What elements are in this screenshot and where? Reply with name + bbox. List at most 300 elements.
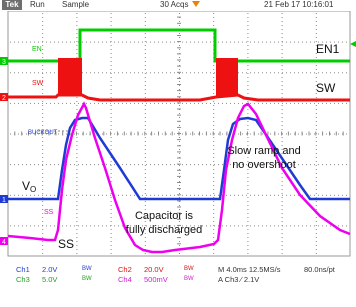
grid-dot bbox=[246, 72, 247, 73]
grid-dot bbox=[334, 103, 335, 104]
grid-dot bbox=[247, 189, 248, 190]
grid-dot bbox=[247, 81, 248, 82]
grid-dot bbox=[247, 181, 248, 182]
grid-dot bbox=[34, 42, 35, 43]
grid-dot bbox=[258, 103, 259, 104]
grid-dot bbox=[76, 157, 77, 158]
grid-dot bbox=[310, 164, 311, 165]
grid-dot bbox=[242, 42, 243, 43]
grid-dot bbox=[294, 103, 295, 104]
grid-dot bbox=[76, 185, 77, 186]
grid-dot bbox=[76, 97, 77, 98]
grid-dot bbox=[262, 195, 263, 196]
grid-dot bbox=[74, 103, 75, 104]
grid-dot bbox=[270, 134, 271, 135]
grid-dot bbox=[138, 164, 139, 165]
grid-dot bbox=[10, 225, 11, 226]
grid-dot bbox=[98, 225, 99, 226]
grid-dot bbox=[111, 197, 112, 198]
grid-dot bbox=[90, 103, 91, 104]
grid-dot bbox=[247, 33, 248, 34]
grid-dot bbox=[298, 134, 299, 135]
grid-dot bbox=[111, 129, 112, 130]
grid-dot bbox=[213, 205, 214, 206]
grid-dot bbox=[111, 93, 112, 94]
grid-dot bbox=[316, 121, 317, 122]
grid-dot bbox=[146, 195, 147, 196]
grid-dot bbox=[76, 57, 77, 58]
grid-dot bbox=[42, 105, 43, 106]
grid-dot bbox=[290, 225, 291, 226]
grid-dot bbox=[111, 205, 112, 206]
grid-dot bbox=[306, 225, 307, 226]
grid-dot bbox=[338, 195, 339, 196]
grid-dot bbox=[46, 195, 47, 196]
grid-dot bbox=[179, 125, 180, 126]
grid-dot bbox=[194, 72, 195, 73]
grid-dot bbox=[46, 103, 47, 104]
grid-dot bbox=[179, 245, 180, 246]
grid-dot bbox=[111, 61, 112, 62]
grid-dot bbox=[282, 85, 283, 86]
grid-dot bbox=[247, 73, 248, 74]
grid-dot bbox=[316, 217, 317, 218]
grid-dot bbox=[42, 217, 43, 218]
grid-dot bbox=[94, 42, 95, 43]
grid-dot bbox=[42, 21, 43, 22]
grid-dot bbox=[122, 195, 123, 196]
grid-dot bbox=[246, 225, 247, 226]
grid-dot bbox=[310, 72, 311, 73]
grid-dot bbox=[266, 225, 267, 226]
grid-dot bbox=[145, 73, 146, 74]
grid-dot bbox=[282, 249, 283, 250]
grid-dot bbox=[218, 42, 219, 43]
grid-dot bbox=[130, 42, 131, 43]
time-base: M 4.0ms 12.5MS/s bbox=[218, 265, 281, 274]
grid-dot bbox=[213, 213, 214, 214]
grid-dot bbox=[106, 195, 107, 196]
grid-dot bbox=[145, 117, 146, 118]
grid-dot bbox=[14, 195, 15, 196]
grid-dot bbox=[174, 134, 175, 135]
grid-dot bbox=[262, 103, 263, 104]
grid-dot bbox=[78, 103, 79, 104]
grid-dot bbox=[78, 134, 79, 135]
grid-dot bbox=[282, 21, 283, 22]
grid-dot bbox=[210, 134, 211, 135]
grid-dot bbox=[346, 103, 347, 104]
grid-dot bbox=[146, 72, 147, 73]
grid-dot bbox=[342, 195, 343, 196]
grid-dot bbox=[334, 134, 335, 135]
grid-dot bbox=[42, 72, 43, 73]
grid-dot bbox=[38, 103, 39, 104]
grid-dot bbox=[316, 141, 317, 142]
grid-dot bbox=[76, 193, 77, 194]
grid-dot bbox=[111, 253, 112, 254]
grid-dot bbox=[238, 103, 239, 104]
vo-label bbox=[22, 179, 36, 194]
grid-dot bbox=[70, 134, 71, 135]
grid-dot bbox=[190, 103, 191, 104]
grid-dot bbox=[206, 72, 207, 73]
grid-dot bbox=[145, 49, 146, 50]
grid-dot bbox=[242, 195, 243, 196]
grid-dot bbox=[42, 45, 43, 46]
grid-dot bbox=[247, 37, 248, 38]
grid-dot bbox=[316, 13, 317, 14]
grid-dot bbox=[102, 225, 103, 226]
grid-dot bbox=[42, 201, 43, 202]
grid-dot bbox=[316, 37, 317, 38]
acquisition-mode: Sample bbox=[62, 0, 90, 9]
grid-dot bbox=[26, 134, 27, 135]
grid-dot bbox=[330, 195, 331, 196]
grid-dot bbox=[213, 77, 214, 78]
grid-dot bbox=[145, 165, 146, 166]
grid-dot bbox=[294, 42, 295, 43]
grid-dot bbox=[266, 72, 267, 73]
grid-dot bbox=[213, 25, 214, 26]
grid-dot bbox=[30, 195, 31, 196]
grid-dot bbox=[126, 134, 127, 135]
grid-dot bbox=[326, 164, 327, 165]
grid-dot bbox=[179, 129, 180, 130]
grid-dot bbox=[111, 65, 112, 66]
grid-dot bbox=[102, 195, 103, 196]
grid-dot bbox=[254, 195, 255, 196]
grid-dot bbox=[346, 195, 347, 196]
grid-dot bbox=[111, 17, 112, 18]
grid-dot bbox=[14, 164, 15, 165]
grid-dot bbox=[182, 134, 183, 135]
grid-dot bbox=[150, 42, 151, 43]
grid-dot bbox=[213, 13, 214, 14]
ch1-marker bbox=[0, 195, 8, 204]
grid-dot bbox=[282, 213, 283, 214]
grid-dot bbox=[342, 42, 343, 43]
grid-dot bbox=[158, 42, 159, 43]
grid-dot bbox=[278, 134, 279, 135]
grid-dot bbox=[102, 42, 103, 43]
note-capacitor-line1: Capacitor is bbox=[134, 210, 194, 222]
grid-dot bbox=[42, 69, 43, 70]
grid-dot bbox=[134, 72, 135, 73]
grid-dot bbox=[78, 164, 79, 165]
grid-dot bbox=[76, 153, 77, 154]
grid-dot bbox=[254, 225, 255, 226]
grid-dot bbox=[76, 177, 77, 178]
grid-dot bbox=[111, 141, 112, 142]
grid-dot bbox=[316, 165, 317, 166]
grid-dot bbox=[111, 229, 112, 230]
grid-dot bbox=[234, 42, 235, 43]
grid-dot bbox=[247, 197, 248, 198]
grid-dot bbox=[70, 195, 71, 196]
grid-dot bbox=[194, 134, 195, 135]
grid-dot bbox=[258, 195, 259, 196]
grid-dot bbox=[162, 42, 163, 43]
grid-dot bbox=[179, 165, 180, 166]
grid-dot bbox=[179, 181, 180, 182]
grid-dot bbox=[282, 103, 283, 104]
grid-dot bbox=[326, 195, 327, 196]
grid-dot bbox=[42, 157, 43, 158]
grid-dot bbox=[246, 134, 247, 135]
grid-dot bbox=[213, 109, 214, 110]
sw-label: SW bbox=[316, 81, 336, 95]
grid-dot bbox=[230, 225, 231, 226]
grid-dot bbox=[282, 105, 283, 106]
grid-dot bbox=[213, 233, 214, 234]
grid-dot bbox=[247, 253, 248, 254]
grid-dot bbox=[282, 117, 283, 118]
grid-dot bbox=[210, 164, 211, 165]
grid-dot bbox=[145, 45, 146, 46]
grid-dot bbox=[42, 165, 43, 166]
grid-dot bbox=[76, 161, 77, 162]
brand-logo: Tek bbox=[2, 0, 22, 10]
grid-dot bbox=[170, 42, 171, 43]
grid-dot bbox=[179, 113, 180, 114]
grid-dot bbox=[282, 225, 283, 226]
grid-dot bbox=[202, 134, 203, 135]
acquisition-count: 30 Acqs bbox=[160, 0, 189, 9]
grid-dot bbox=[145, 189, 146, 190]
grid-dot bbox=[111, 213, 112, 214]
grid-dot bbox=[76, 189, 77, 190]
grid-dot bbox=[282, 45, 283, 46]
grid-dot bbox=[111, 177, 112, 178]
grid-dot bbox=[316, 109, 317, 110]
grid-dot bbox=[286, 42, 287, 43]
grid-dot bbox=[338, 103, 339, 104]
grid-dot bbox=[254, 103, 255, 104]
grid-dot bbox=[76, 45, 77, 46]
grid-dot bbox=[42, 189, 43, 190]
grid-dot bbox=[282, 217, 283, 218]
grid-dot bbox=[42, 225, 43, 226]
grid-dot bbox=[86, 42, 87, 43]
grid-dot bbox=[145, 77, 146, 78]
grid-dot bbox=[246, 42, 247, 43]
grid-dot bbox=[142, 164, 143, 165]
grid-dot bbox=[111, 105, 112, 106]
grid-dot bbox=[106, 72, 107, 73]
en1-label: EN1 bbox=[316, 42, 340, 56]
grid-dot bbox=[247, 137, 248, 138]
grid-dot bbox=[111, 33, 112, 34]
grid-dot bbox=[247, 77, 248, 78]
grid-dot bbox=[76, 105, 77, 106]
grid-dot bbox=[346, 164, 347, 165]
grid-dot bbox=[247, 17, 248, 18]
grid-dot bbox=[306, 134, 307, 135]
grid-dot bbox=[76, 125, 77, 126]
grid-dot bbox=[266, 195, 267, 196]
grid-dot bbox=[213, 241, 214, 242]
grid-dot bbox=[247, 245, 248, 246]
grid-dot bbox=[330, 164, 331, 165]
grid-dot bbox=[194, 195, 195, 196]
grid-dot bbox=[338, 225, 339, 226]
grid-dot bbox=[316, 57, 317, 58]
grid-dot bbox=[162, 164, 163, 165]
grid-dot bbox=[22, 164, 23, 165]
grid-dot bbox=[111, 109, 112, 110]
grid-dot bbox=[145, 241, 146, 242]
grid-dot bbox=[170, 134, 171, 135]
grid-dot bbox=[111, 69, 112, 70]
grid-dot bbox=[247, 141, 248, 142]
grid-dot bbox=[145, 21, 146, 22]
grid-dot bbox=[246, 195, 247, 196]
grid-dot bbox=[282, 173, 283, 174]
grid-dot bbox=[166, 134, 167, 135]
grid-dot bbox=[213, 17, 214, 18]
grid-dot bbox=[213, 181, 214, 182]
grid-dot bbox=[42, 245, 43, 246]
grid-dot bbox=[111, 209, 112, 210]
grid-dot bbox=[318, 164, 319, 165]
grid-dot bbox=[145, 185, 146, 186]
grid-dot bbox=[179, 73, 180, 74]
grid-dot bbox=[42, 13, 43, 14]
grid-dot bbox=[270, 72, 271, 73]
grid-dot bbox=[42, 195, 43, 196]
grid-dot bbox=[247, 21, 248, 22]
grid-dot bbox=[42, 141, 43, 142]
grid-dot bbox=[146, 134, 147, 135]
grid-dot bbox=[282, 185, 283, 186]
grid-dot bbox=[310, 134, 311, 135]
grid-dot bbox=[42, 221, 43, 222]
grid-dot bbox=[111, 113, 112, 114]
ch2-bw-icon: BW bbox=[184, 266, 194, 272]
grid-dot bbox=[126, 72, 127, 73]
grid-dot bbox=[122, 164, 123, 165]
grid-dot bbox=[282, 141, 283, 142]
grid-dot bbox=[98, 72, 99, 73]
grid-dot bbox=[76, 101, 77, 102]
grid-dot bbox=[76, 109, 77, 110]
grid-dot bbox=[38, 42, 39, 43]
grid-dot bbox=[238, 42, 239, 43]
ch2-marker bbox=[0, 93, 8, 102]
grid-dot bbox=[213, 141, 214, 142]
grid-dot bbox=[42, 17, 43, 18]
grid-dot bbox=[247, 221, 248, 222]
grid-dot bbox=[18, 42, 19, 43]
grid-dot bbox=[342, 164, 343, 165]
grid-dot bbox=[202, 164, 203, 165]
grid-dot bbox=[111, 21, 112, 22]
grid-dot bbox=[42, 249, 43, 250]
grid-dot bbox=[316, 125, 317, 126]
grid-dot bbox=[145, 169, 146, 170]
grid-dot bbox=[316, 73, 317, 74]
grid-dot bbox=[30, 103, 31, 104]
grid-dot bbox=[213, 189, 214, 190]
grid-dot bbox=[194, 164, 195, 165]
grid-dot bbox=[282, 233, 283, 234]
grid-dot bbox=[179, 185, 180, 186]
ch2-name: Ch2 bbox=[118, 265, 132, 274]
grid-dot bbox=[42, 53, 43, 54]
grid-dot bbox=[102, 103, 103, 104]
grid-dot bbox=[342, 103, 343, 104]
grid-dot bbox=[34, 103, 35, 104]
grid-dot bbox=[290, 42, 291, 43]
grid-dot bbox=[66, 195, 67, 196]
grid-dot bbox=[179, 69, 180, 70]
grid-dot bbox=[316, 97, 317, 98]
grid-dot bbox=[145, 149, 146, 150]
note-capacitor-line2: fully discharged bbox=[125, 224, 203, 236]
grid-dot bbox=[114, 134, 115, 135]
grid-dot bbox=[76, 233, 77, 234]
ss-label: SS bbox=[58, 237, 75, 251]
grid-dot bbox=[310, 195, 311, 196]
trigger-level-marker bbox=[350, 41, 356, 47]
grid-dot bbox=[316, 221, 317, 222]
grid-dot bbox=[74, 42, 75, 43]
grid-dot bbox=[247, 85, 248, 86]
grid-dot bbox=[213, 21, 214, 22]
grid-dot bbox=[76, 249, 77, 250]
grid-dot bbox=[226, 42, 227, 43]
grid-dot bbox=[282, 137, 283, 138]
grid-dot bbox=[166, 42, 167, 43]
grid-dot bbox=[282, 25, 283, 26]
grid-dot bbox=[111, 145, 112, 146]
grid-dot bbox=[213, 173, 214, 174]
grid-dot bbox=[76, 245, 77, 246]
grid-dot bbox=[218, 103, 219, 104]
grid-dot bbox=[213, 221, 214, 222]
grid-dot bbox=[282, 29, 283, 30]
grid-dot bbox=[30, 164, 31, 165]
grid-dot bbox=[179, 105, 180, 106]
grid-dot bbox=[145, 245, 146, 246]
grid-dot bbox=[38, 195, 39, 196]
grid-dot bbox=[179, 57, 180, 58]
grid-dot bbox=[10, 72, 11, 73]
grid-dot bbox=[18, 164, 19, 165]
grid-dot bbox=[254, 42, 255, 43]
grid-dot bbox=[76, 17, 77, 18]
grid-dot bbox=[346, 134, 347, 135]
grid-dot bbox=[213, 89, 214, 90]
grid-dot bbox=[274, 225, 275, 226]
grid-dot bbox=[42, 145, 43, 146]
grid-dot bbox=[282, 37, 283, 38]
grid-dot bbox=[213, 113, 214, 114]
grid-dot bbox=[22, 42, 23, 43]
grid-dot bbox=[145, 153, 146, 154]
grid-dot bbox=[247, 45, 248, 46]
ch4-marker bbox=[0, 237, 8, 246]
grid-dot bbox=[342, 225, 343, 226]
grid-dot bbox=[247, 53, 248, 54]
grid-dot bbox=[111, 121, 112, 122]
grid-dot bbox=[22, 72, 23, 73]
grid-dot bbox=[270, 195, 271, 196]
grid-dot bbox=[318, 195, 319, 196]
grid-dot bbox=[142, 103, 143, 104]
grid-dot bbox=[54, 42, 55, 43]
